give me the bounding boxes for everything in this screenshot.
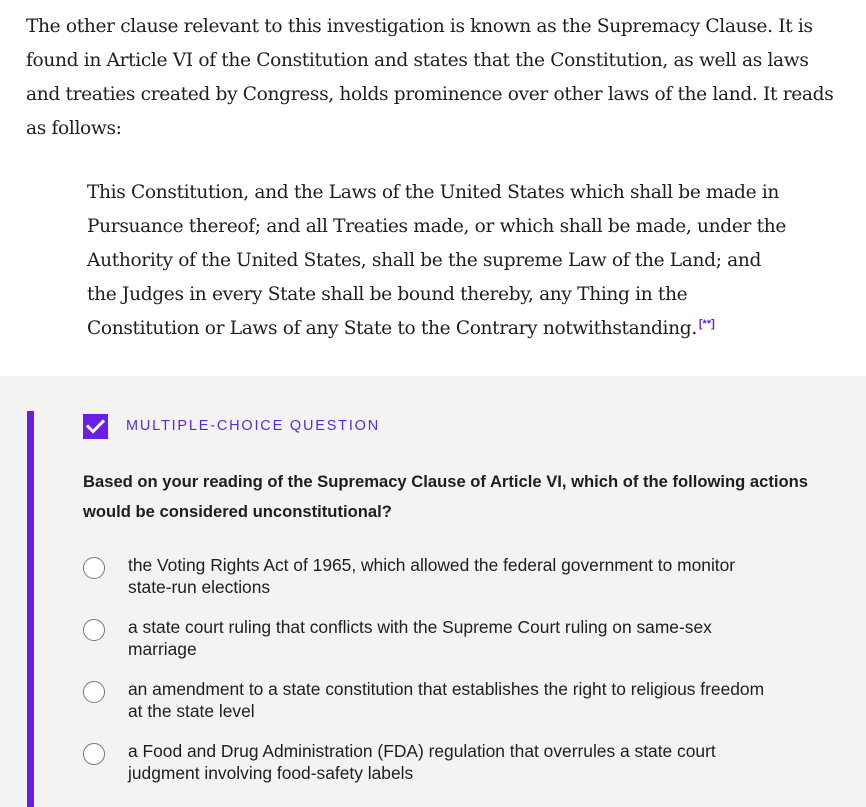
answer-option[interactable] bbox=[83, 616, 803, 660]
radio-button[interactable] bbox=[83, 557, 105, 579]
answer-option-label[interactable]: an amendment to a state constitution that establishes the right to religious freedom at the state level bbox=[128, 679, 765, 721]
question-prompt: Based on your reading of the Supremacy Clause of Article VI, which of the following actions would be considered unconstitutional? bbox=[83, 472, 809, 521]
supremacy-clause-quote bbox=[87, 176, 787, 346]
quote-text: This Constitution, and the Laws of the United States which shall be made in Pursuance thereof; and all Treaties made, or which shall be made, under the Authority of the United States, shall be the supreme Law of the Land; and the Judges in every State shall be bound thereby, any Thing in the Constitution or Laws of any State to the Contrary notwithstanding. bbox=[87, 182, 786, 339]
answer-option[interactable] bbox=[83, 554, 803, 598]
footnote-link[interactable]: [**] bbox=[698, 317, 715, 330]
accent-bar bbox=[27, 411, 34, 807]
intro-paragraph: The other clause relevant to this investigation is known as the Supremacy Clause. It is found in Article VI of the Constitution and states that the Constitution, as well as laws and treaties created by Congress, holds prominence over other laws of the land. It reads as follows: bbox=[26, 16, 834, 139]
answer-option-label[interactable]: the Voting Rights Act of 1965, which allowed the federal government to monitor state-run elections bbox=[128, 555, 736, 597]
radio-button[interactable] bbox=[83, 681, 105, 703]
radio-button[interactable] bbox=[83, 743, 105, 765]
question-panel bbox=[0, 376, 866, 807]
question-header bbox=[83, 414, 380, 438]
answer-option[interactable] bbox=[83, 678, 803, 722]
answer-option[interactable] bbox=[83, 740, 803, 784]
answer-option-label[interactable]: a state court ruling that conflicts with the Supreme Court ruling on same-sex marriage bbox=[128, 617, 712, 659]
checkmark-icon bbox=[83, 414, 108, 439]
answer-option-label[interactable]: a Food and Drug Administration (FDA) regulation that overrules a state court judgment involving food-safety labels bbox=[128, 741, 716, 783]
question-type-label: MULTIPLE-CHOICE QUESTION bbox=[126, 418, 381, 434]
radio-button[interactable] bbox=[83, 619, 105, 641]
